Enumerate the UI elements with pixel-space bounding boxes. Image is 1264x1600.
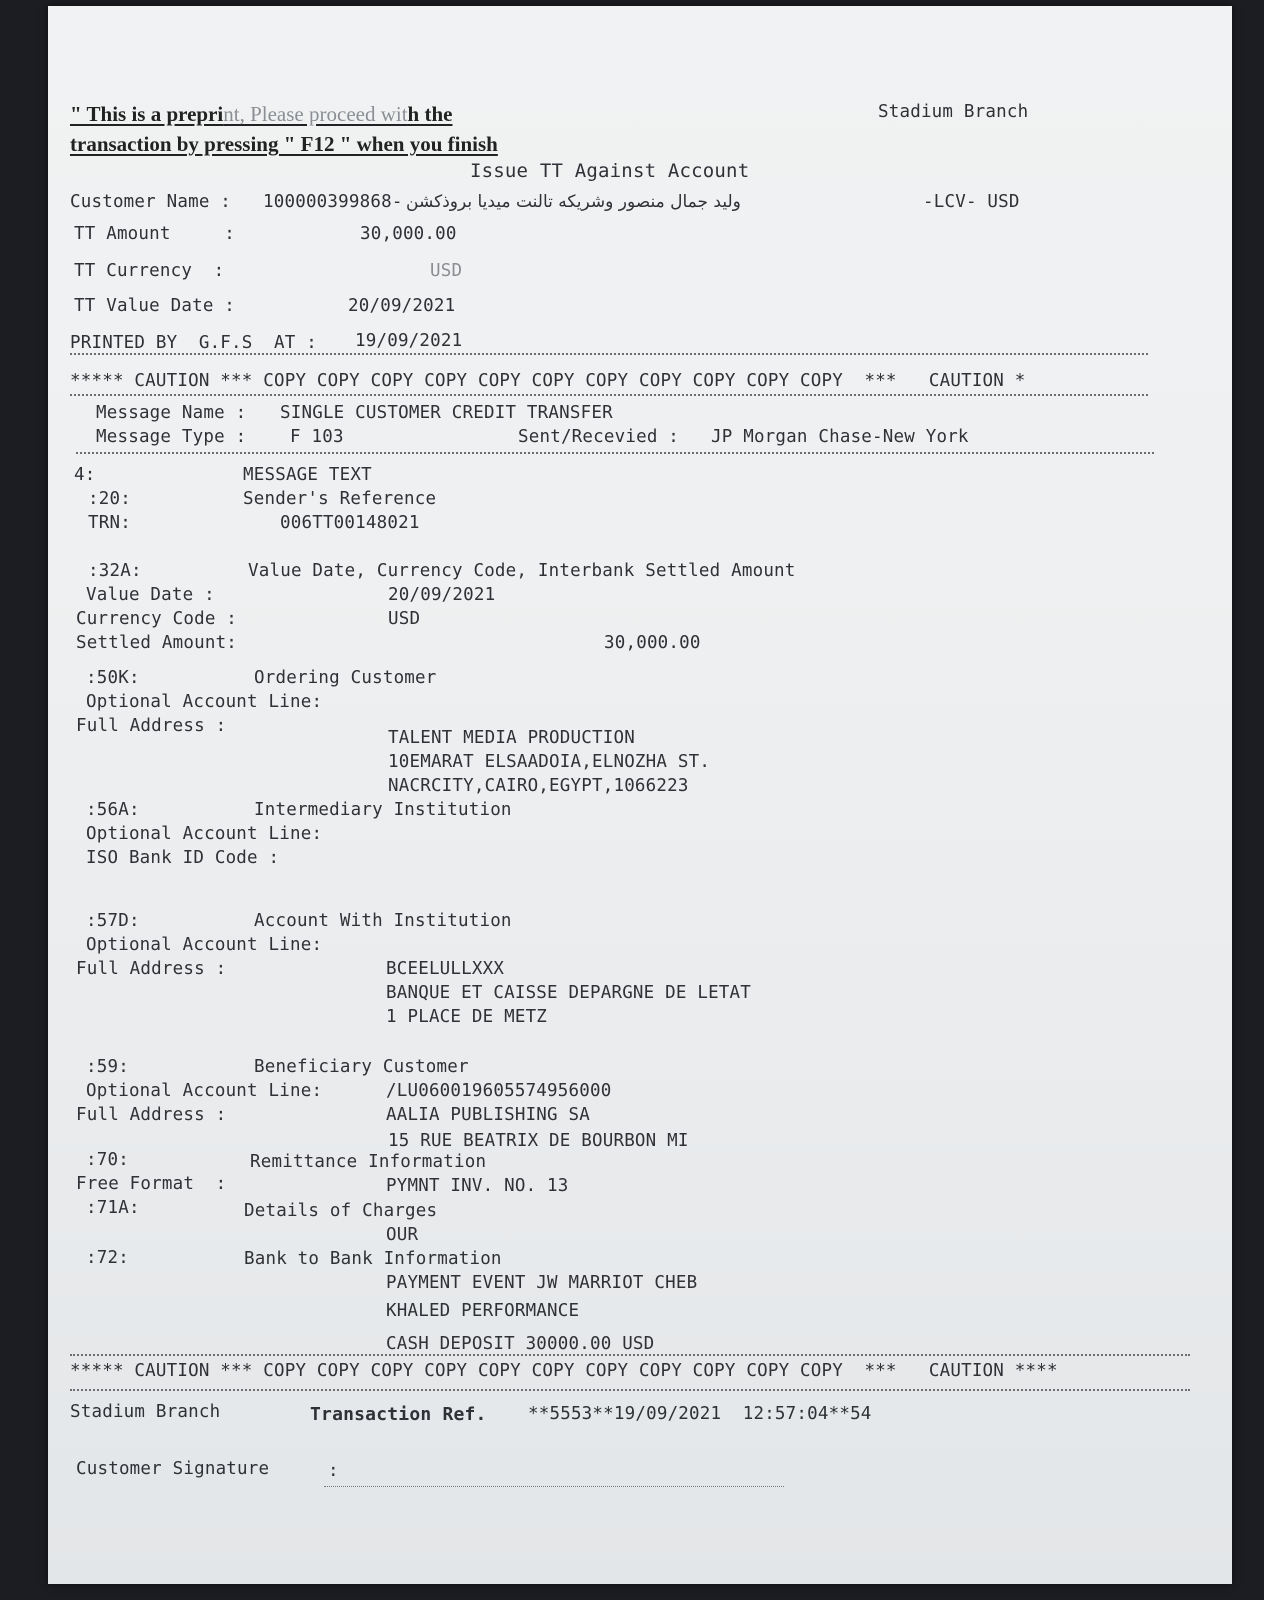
customer-arabic-name: وليد جمال منصور وشريكه تالنت ميديا بروذكشن xyxy=(406,192,741,212)
beneficiary-address-line2: 15 RUE BEATRIX DE BOURBON MI xyxy=(388,1131,689,1151)
field-72-title: Bank to Bank Information xyxy=(244,1249,502,1269)
trn-label: TRN: xyxy=(88,513,131,533)
customer-name-label: Customer Name : xyxy=(70,192,232,212)
value-date: 20/09/2021 xyxy=(388,585,496,605)
currency-code: USD xyxy=(388,609,421,629)
full-address-label: Full Address : xyxy=(76,716,227,736)
message-type-label: Message Type : xyxy=(96,427,247,447)
printed-receipt-page xyxy=(48,6,1232,1584)
caution-banner-top: ***** CAUTION *** COPY COPY COPY COPY COPY COPY COPY COPY COPY COPY COPY *** CAUTION * xyxy=(70,371,1026,391)
field-20-title: Sender's Reference xyxy=(243,489,437,509)
field-70-tag: :70: xyxy=(86,1150,129,1170)
separator-dots xyxy=(70,394,1148,396)
sent-received-label: Sent/Recevied : xyxy=(518,427,680,447)
printed-at-date: 19/09/2021 xyxy=(355,331,463,351)
field-4-title: MESSAGE TEXT xyxy=(243,465,372,485)
field-50k-tag: :50K: xyxy=(86,668,140,688)
optional-account-label: Optional Account Line: xyxy=(86,692,323,712)
bank-info-line3: CASH DEPOSIT 30000.00 USD xyxy=(386,1334,655,1354)
field-72-tag: :72: xyxy=(86,1248,129,1268)
trn-value: 006TT00148021 xyxy=(280,513,420,533)
tt-amount: 30,000.00 xyxy=(360,224,457,244)
tt-value-date: 20/09/2021 xyxy=(348,296,456,316)
tt-value-date-label: TT Value Date : xyxy=(74,296,236,316)
field-56a-tag: :56A: xyxy=(86,800,140,820)
free-format-label: Free Format : xyxy=(76,1174,227,1194)
sent-received-value: JP Morgan Chase-New York xyxy=(711,427,969,447)
currency-code-label: Currency Code : xyxy=(76,609,238,629)
account-with-address-line2: BANQUE ET CAISSE DEPARGNE DE LETAT xyxy=(386,983,752,1003)
value-date-label: Value Date : xyxy=(86,585,215,605)
account-with-address-line3: 1 PLACE DE METZ xyxy=(386,1007,548,1027)
ordering-address-line1: TALENT MEDIA PRODUCTION xyxy=(388,728,635,748)
field-70-title: Remittance Information xyxy=(250,1152,487,1172)
optional-account-label: Optional Account Line: xyxy=(86,824,323,844)
separator-dots xyxy=(70,1354,1190,1356)
message-type: F 103 xyxy=(290,427,344,447)
preprint-line1-faded: nt, Please proceed wit xyxy=(223,102,408,126)
tt-currency-label: TT Currency : xyxy=(74,261,225,281)
account-with-address-line1: BCEELULLXXX xyxy=(386,959,505,979)
preprint-line1-bold: " This is a prepri xyxy=(70,102,224,126)
preprint-line1-end: h the xyxy=(407,102,453,126)
full-address-label: Full Address : xyxy=(76,1105,227,1125)
remittance-text: PYMNT INV. NO. 13 xyxy=(386,1176,569,1196)
caution-banner-bottom: ***** CAUTION *** COPY COPY COPY COPY COPY COPY COPY COPY COPY COPY COPY *** CAUTION **** xyxy=(70,1361,1058,1381)
separator-dots xyxy=(70,1389,1190,1391)
branch-name: Stadium Branch xyxy=(878,102,1029,122)
signature-colon: : xyxy=(328,1461,339,1481)
field-4-tag: 4: xyxy=(74,465,96,485)
settled-amount-label: Settled Amount: xyxy=(76,633,238,653)
field-57d-tag: :57D: xyxy=(86,911,140,931)
preprint-notice-line2: transaction by pressing " F12 " when you finish xyxy=(70,132,498,156)
ordering-address-line2: 10EMARAT ELSAADOIA,ELNOZHA ST. xyxy=(388,752,711,772)
separator-dots xyxy=(76,452,1154,454)
bank-info-line1: PAYMENT EVENT JW MARRIOT CHEB xyxy=(386,1273,698,1293)
beneficiary-account: /LU060019605574956000 xyxy=(386,1081,612,1101)
field-57d-title: Account With Institution xyxy=(254,911,512,931)
field-59-tag: :59: xyxy=(86,1057,129,1077)
separator-dots xyxy=(70,353,1148,355)
page-title: Issue TT Against Account xyxy=(470,160,750,182)
full-address-label: Full Address : xyxy=(76,959,227,979)
ordering-address-line3: NACRCITY,CAIRO,EGYPT,1066223 xyxy=(388,776,689,796)
transaction-ref-value: **5553**19/09/2021 12:57:04**54 xyxy=(528,1404,872,1424)
footer-branch: Stadium Branch xyxy=(70,1402,221,1422)
message-name-label: Message Name : xyxy=(96,403,247,423)
signature-line xyxy=(324,1486,784,1487)
bank-info-line2: KHALED PERFORMANCE xyxy=(386,1301,580,1321)
beneficiary-address-line1: AALIA PUBLISHING SA xyxy=(386,1105,590,1125)
preprint-notice-line1 xyxy=(70,101,452,127)
field-50k-title: Ordering Customer xyxy=(254,668,437,688)
field-71a-title: Details of Charges xyxy=(244,1201,438,1221)
field-71a-tag: :71A: xyxy=(86,1198,140,1218)
tt-amount-label: TT Amount : xyxy=(74,224,236,244)
message-name: SINGLE CUSTOMER CREDIT TRANSFER xyxy=(280,403,613,423)
field-59-title: Beneficiary Customer xyxy=(254,1057,469,1077)
customer-id: 100000399868- xyxy=(263,192,403,212)
optional-account-label: Optional Account Line: xyxy=(86,935,323,955)
field-32a-title: Value Date, Currency Code, Interbank Settled Amount xyxy=(248,561,796,581)
optional-account-label: Optional Account Line: xyxy=(86,1081,323,1101)
tt-currency: USD xyxy=(430,261,463,281)
printed-by: PRINTED BY G.F.S AT : xyxy=(70,333,317,353)
field-20-tag: :20: xyxy=(88,489,131,509)
customer-suffix: -LCV- USD xyxy=(923,192,1020,212)
settled-amount: 30,000.00 xyxy=(604,633,701,653)
customer-signature-label: Customer Signature xyxy=(76,1459,270,1479)
charges-text: OUR xyxy=(386,1225,419,1245)
field-32a-tag: :32A: xyxy=(88,561,142,581)
iso-bank-id-label: ISO Bank ID Code : xyxy=(86,848,280,868)
field-56a-title: Intermediary Institution xyxy=(254,800,512,820)
transaction-ref-label: Transaction Ref. xyxy=(310,1404,487,1425)
